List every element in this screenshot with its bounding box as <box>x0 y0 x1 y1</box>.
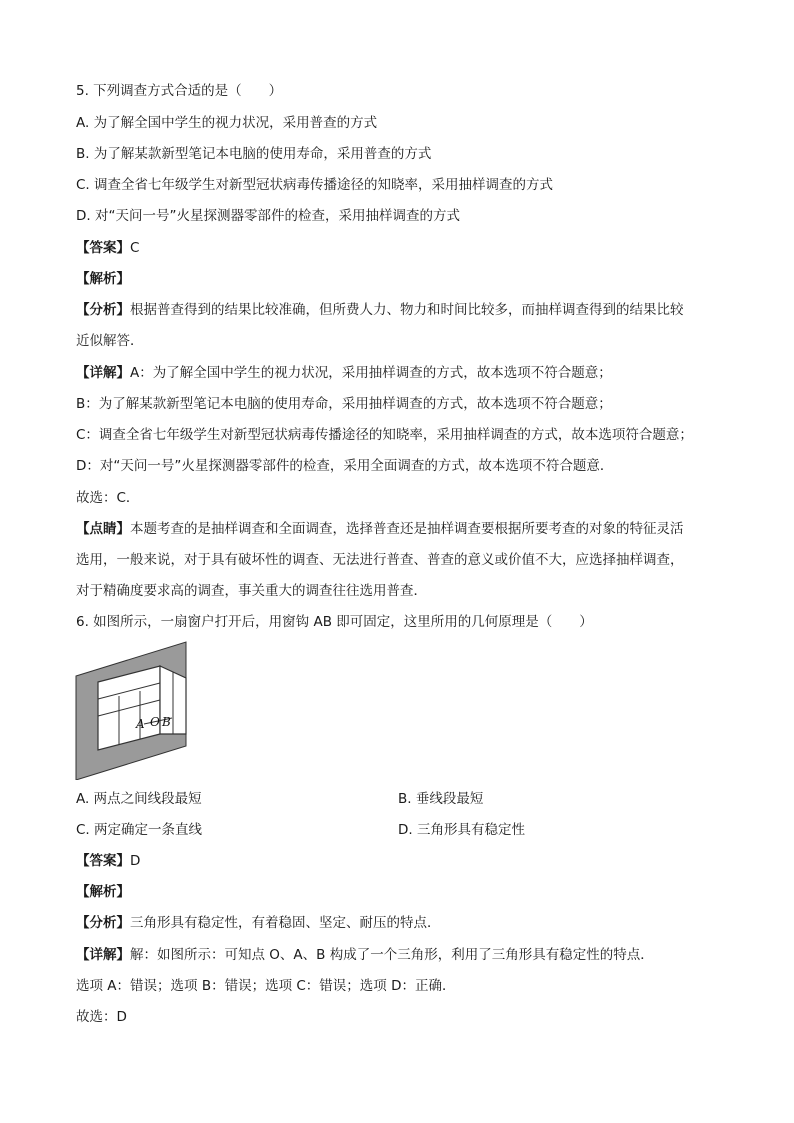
q5-xiangjie-line-a <box>76 364 612 382</box>
q5-option-c: C. 调查全省七年级学生对新型冠状病毒传播途径的知晓率，采用抽样调查的方式 <box>76 177 554 193</box>
q6-summary: 选项 A：错误；选项 B：错误；选项 C：错误；选项 D：正确． <box>76 978 456 994</box>
q6-xiangjie-line <box>76 946 654 964</box>
q5-xiangjie-line-c: C：调查全省七年级学生对新型冠状病毒传播途径的知晓率，采用抽样调查的方式，故本选项符合题意； <box>76 427 693 443</box>
q5-fenxi-line-1 <box>76 301 684 319</box>
fenxi-tag: 【分析】 <box>76 302 130 318</box>
q5-answer-line <box>76 239 139 257</box>
q5-dianjing-line-1 <box>76 520 684 538</box>
q6-choose: 故选：D <box>76 1009 127 1025</box>
q6-answer-line <box>76 852 140 870</box>
q5-option-a: A. 为了解全国中学生的视力状况，采用普查的方式 <box>76 115 378 131</box>
q6-fenxi-line <box>76 914 441 932</box>
answer-tag: 【答案】 <box>76 853 130 869</box>
q6-option-d: D. 三角形具有稳定性 <box>398 822 525 838</box>
q6-option-c: C. 两定确定一条直线 <box>76 822 203 838</box>
answer-tag: 【答案】 <box>76 240 130 256</box>
q5-option-d: D. 对“天问一号”火星探测器零部件的检查，采用抽样调查的方式 <box>76 208 460 224</box>
window-diagram <box>74 638 192 780</box>
q5-dianjing-line-2: 选用，一般来说，对于具有破坏性的调查、无法进行普查、普查的意义或价值不大，应选择抽样调查， <box>76 552 684 568</box>
label-a: A <box>136 717 145 731</box>
q5-option-b: B. 为了解某款新型笔记本电脑的使用寿命，采用普查的方式 <box>76 146 432 162</box>
label-o: O <box>150 715 160 729</box>
xiangjie-tag: 【详解】 <box>76 947 130 963</box>
q6-option-a: A. 两点之间线段最短 <box>76 791 202 807</box>
q5-dianjing-line-3: 对于精确度要求高的调查，事关重大的调查往往选用普查． <box>76 583 427 599</box>
xiangjie-text: 解：如图所示：可知点 O、A、B 构成了一个三角形，利用了三角形具有稳定性的特点． <box>130 947 654 963</box>
q6-stem: 6. 如图所示，一扇窗户打开后，用窗钩 AB 即可固定，这里所用的几何原理是（ ） <box>76 614 593 630</box>
analysis-tag: 【解析】 <box>76 271 130 287</box>
q5-fenxi-line-2: 近似解答． <box>76 333 144 349</box>
analysis-tag: 【解析】 <box>76 884 130 900</box>
answer-value: C <box>130 240 140 256</box>
fenxi-text: 根据普查得到的结果比较准确，但所费人力、物力和时间比较多，而抽样调查得到的结果比较 <box>130 302 684 318</box>
q5-xiangjie-line-d: D：对“天问一号”火星探测器零部件的检查，采用全面调查的方式，故本选项不符合题意． <box>76 458 614 474</box>
q6-option-b: B. 垂线段最短 <box>398 791 484 807</box>
q5-stem: 5. 下列调查方式合适的是（ ） <box>76 83 283 99</box>
q5-xiangjie-line-b: B：为了解某款新型笔记本电脑的使用寿命，采用抽样调查的方式，故本选项不符合题意； <box>76 396 612 412</box>
xiangjie-text: A：为了解全国中学生的视力状况，采用抽样调查的方式，故本选项不符合题意； <box>130 365 612 381</box>
window-figure <box>74 638 192 780</box>
fenxi-tag: 【分析】 <box>76 915 130 931</box>
q5-choose: 故选：C． <box>76 490 140 506</box>
answer-value: D <box>130 853 141 869</box>
label-b: B <box>162 715 171 729</box>
fenxi-text: 三角形具有稳定性，有着稳固、坚定、耐压的特点． <box>130 915 441 931</box>
xiangjie-tag: 【详解】 <box>76 365 130 381</box>
dianjing-text: 本题考查的是抽样调查和全面调查，选择普查还是抽样调查要根据所要考查的对象的特征灵活 <box>130 521 684 537</box>
dianjing-tag: 【点睛】 <box>76 521 130 537</box>
